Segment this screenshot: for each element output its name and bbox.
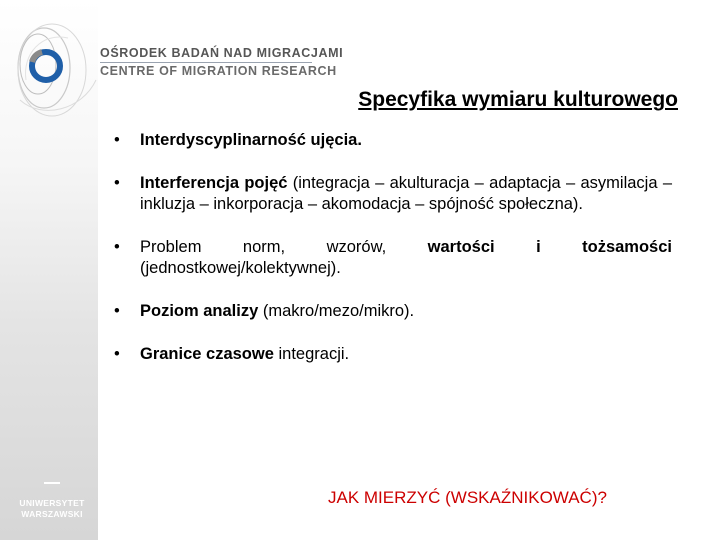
bullet-item [112,344,672,365]
bullet-bold-text: Granice czasowe [140,345,274,363]
bullet-item [112,301,672,322]
closing-question: JAK MIERZYĆ (WSKAŹNIKOWAĆ)? [328,488,607,507]
bullet-bold-text: Interdyscyplinarność ujęcia. [140,131,362,149]
org-name-en: CENTRE OF MIGRATION RESEARCH [100,64,337,78]
bullet-bold-text: wartości i tożsamości [427,238,672,256]
bullet-text: Problem norm, wzorów, [140,238,428,256]
bullet-item [112,237,672,279]
bullet-bold-text: Interferencja pojęć [140,174,288,192]
bullet-text: (makro/mezo/mikro). [258,302,415,320]
university-logo [10,482,94,520]
university-name-line1: UNIWERSYTET [19,498,85,508]
bullet-list [112,130,672,387]
university-name-line2: WARSZAWSKI [21,509,83,519]
bullet-text: (integracja – akulturacja – adaptacja – asymilacja – inkluzja – inkorporacja – akomodacja – spójność społeczna). [140,174,672,213]
bullet-text: integracji. [273,345,350,363]
bullet-text: (jednostkowej/kolektywnej). [140,259,341,277]
university-emblem-icon [44,482,60,496]
bullet-item [112,173,672,215]
bullet-item [112,130,672,151]
bullet-bold-text: Poziom analizy [140,302,259,320]
slide-title: Specyfika wymiaru kulturowego [358,88,678,111]
header-divider [100,62,312,63]
globe-swirl-icon [12,10,102,130]
org-name-pl: OŚRODEK BADAŃ NAD MIGRACJAMI [100,46,344,60]
